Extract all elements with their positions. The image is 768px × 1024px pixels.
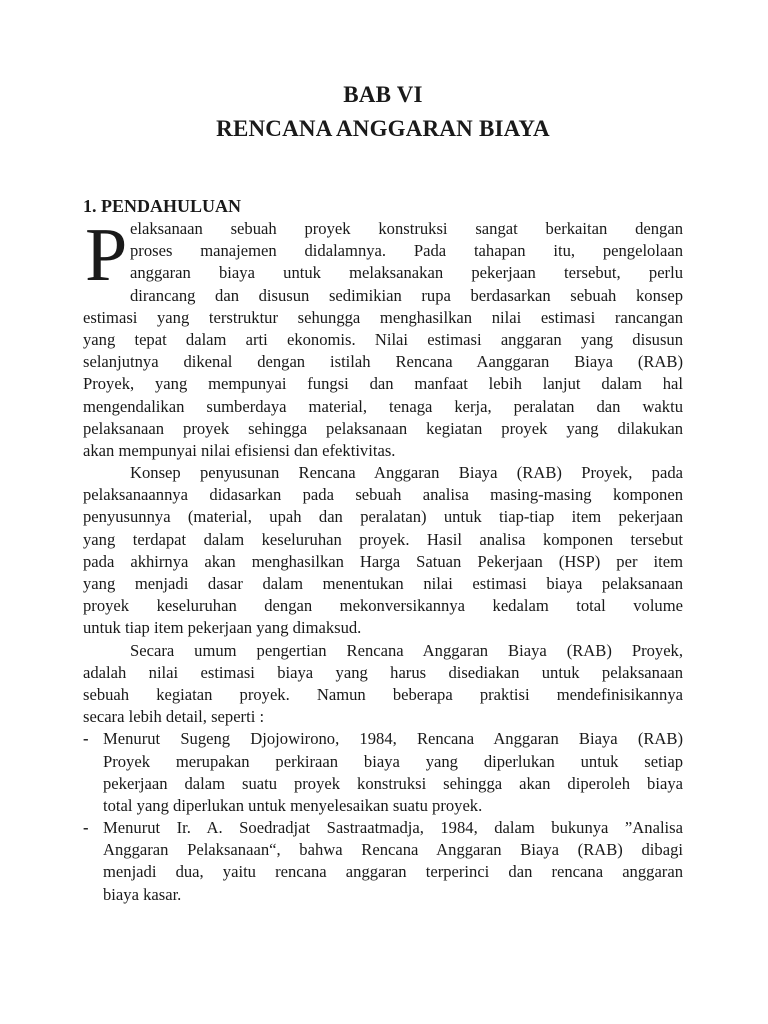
- paragraph-line: Proyek, yang mempunyai fungsi dan manfaat lebih lanjut dalam hal: [83, 374, 683, 394]
- chapter-number: BAB VI: [343, 82, 423, 107]
- bullet-line: biaya kasar.: [103, 884, 182, 904]
- paragraph-line: elaksanaan sebuah proyek konstruksi sangat berkaitan dengan: [130, 219, 683, 238]
- bullet-line: Anggaran Pelaksanaan“, bahwa Rencana Anggaran Biaya (RAB) dibagi: [103, 840, 683, 860]
- bullet-item-sastraatmadja: [83, 817, 683, 906]
- bullet-item-djojowirono: [83, 728, 683, 817]
- intro-paragraph: [83, 213, 683, 462]
- paragraph-line: yang menjadi dasar dalam menentukan nilai estimasi biaya pelaksanaan: [83, 574, 683, 593]
- paragraph-line: selanjutnya dikenal dengan istilah Rencana Aanggaran Biaya (RAB): [83, 352, 683, 372]
- bullet-line: pekerjaan dalam suatu proyek konstruksi sehingga akan diperoleh biaya: [103, 773, 683, 793]
- drop-cap: P: [85, 213, 128, 297]
- paragraph-line: adalah nilai estimasi biaya yang harus disediakan untuk pelaksanaan: [83, 662, 683, 682]
- paragraph-line: penyusunnya (material, upah dan peralatan) untuk tiap-tiap item pekerjaan: [83, 507, 683, 527]
- chapter-title: RENCANA ANGGARAN BIAYA: [216, 116, 550, 141]
- paragraph-line: pelaksanaan proyek sehingga pelaksanaan kegiatan proyek yang dilakukan: [83, 418, 683, 438]
- paragraph-line: pelaksanaannya didasarkan pada sebuah analisa masing-masing komponen: [83, 485, 683, 505]
- bullet-dash: -: [83, 729, 89, 749]
- paragraph-line: yang tepat dalam arti ekonomis. Nilai estimasi anggaran yang disusun: [83, 329, 683, 349]
- paragraph-line: Konsep penyusunan Rencana Anggaran Biaya (RAB) Proyek, pada: [130, 463, 683, 483]
- paragraph-line: untuk tiap item pekerjaan yang dimaksud.: [83, 618, 362, 638]
- paragraph-line: akan mempunyai nilai efisiensi dan efektivitas.: [83, 440, 396, 460]
- paragraph-2: [83, 462, 683, 640]
- paragraph-3: [83, 640, 683, 729]
- paragraph-line: mengendalikan sumberdaya material, tenaga kerja, peralatan dan waktu: [83, 396, 683, 416]
- document-page: [83, 78, 683, 906]
- paragraph-line: proyek keseluruhan dengan mekonversikannya kedalam total volume: [83, 596, 683, 616]
- paragraph-line: dirancang dan disusun sedimikian rupa berdasarkan sebuah konsep: [130, 285, 683, 305]
- bullet-line: Menurut Ir. A. Soedradjat Sastraatmadja, 1984, dalam bukunya ”Analisa: [103, 818, 683, 838]
- paragraph-line: estimasi yang terstruktur sehungga menghasilkan nilai estimasi rancangan: [83, 307, 683, 327]
- paragraph-line: sebuah kegiatan proyek. Namun beberapa praktisi mendefinisikannya: [83, 684, 683, 704]
- bullet-dash: -: [83, 818, 89, 838]
- section-heading: 1. PENDAHULUAN: [83, 196, 242, 216]
- bullet-line: total yang diperlukan untuk menyelesaikan suatu proyek.: [103, 795, 483, 815]
- bullet-line: menjadi dua, yaitu rencana anggaran terperinci dan rencana anggaran: [103, 862, 683, 882]
- paragraph-line: anggaran biaya untuk melaksanakan pekerjaan tersebut, perlu: [130, 263, 683, 283]
- paragraph-line: yang terdapat dalam keseluruhan proyek. Hasil analisa komponen tersebut: [83, 529, 683, 549]
- paragraph-line: proses manajemen didalamnya. Pada tahapan itu, pengelolaan: [130, 241, 683, 261]
- paragraph-line: pada akhirnya akan menghasilkan Harga Satuan Pekerjaan (HSP) per item: [83, 551, 683, 571]
- paragraph-line: secara lebih detail, seperti :: [83, 707, 265, 727]
- bullet-line: Menurut Sugeng Djojowirono, 1984, Rencana Anggaran Biaya (RAB): [103, 729, 683, 749]
- bullet-line: Proyek merupakan perkiraan biaya yang diperlukan untuk setiap: [103, 751, 683, 771]
- paragraph-line: Secara umum pengertian Rencana Anggaran Biaya (RAB) Proyek,: [130, 640, 683, 660]
